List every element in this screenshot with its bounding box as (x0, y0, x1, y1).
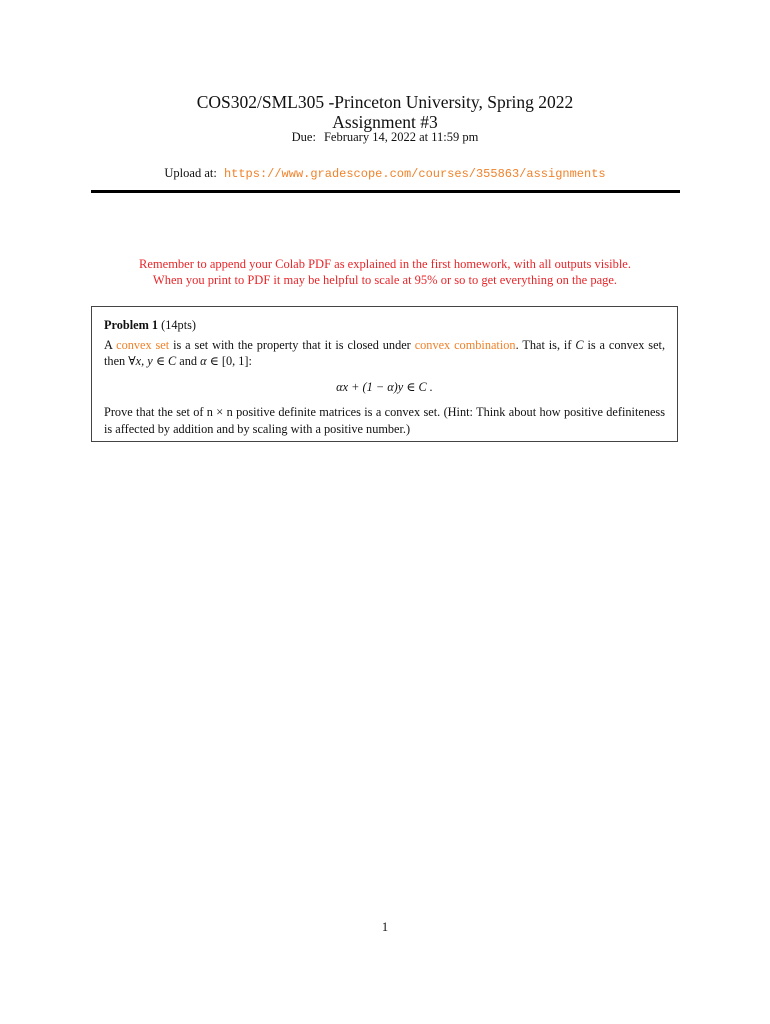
math-symbol: x, y (135, 354, 153, 368)
header-rule (91, 190, 680, 193)
convex-combination-link[interactable]: convex combination (414, 337, 516, 352)
definition-text: ∈ (152, 354, 169, 368)
convexity-equation: αx + (1 − α)y ∈ C . (336, 379, 433, 394)
upload-line (0, 166, 770, 181)
problem-box (91, 306, 678, 442)
definition-text: is a set with the property that it is closed under (169, 337, 415, 352)
math-symbol: α (200, 354, 207, 368)
problem-label: Problem 1 (104, 318, 159, 332)
definition-text: A (104, 337, 117, 352)
definition-text: is a convex set, then ∀ (104, 337, 666, 368)
upload-label: Upload at: (164, 166, 217, 180)
definition-text: ∈ [0, 1]: (206, 354, 252, 368)
problem-definition (104, 337, 665, 370)
problem-prompt: Prove that the set of n × n positive definite matrices is a convex set. (Hint: Think about how positive definiteness is affected by addition and by scaling with a positive number.) (104, 405, 665, 436)
problem-header (104, 317, 665, 334)
math-symbol: C (168, 354, 177, 368)
convex-set-link[interactable]: convex set (116, 337, 170, 352)
reminder-note (0, 256, 770, 288)
upload-url-link[interactable]: https://www.gradescope.com/courses/355863/assignments (223, 167, 606, 181)
page-number: 1 (381, 920, 389, 934)
math-symbol: C (575, 337, 584, 352)
definition-text: and (176, 354, 201, 368)
assignment-title: Assignment #3 (332, 112, 438, 132)
document-title (0, 92, 770, 132)
reminder-line-1: Remember to append your Colab PDF as explained in the first homework, with all outputs visible. (139, 257, 631, 271)
reminder-line-2: When you print to PDF it may be helpful to scale at 95% or so to get everything on the page. (152, 273, 618, 287)
course-title: COS302/SML305 -Princeton University, Spring 2022 (196, 92, 574, 112)
due-line (0, 130, 770, 145)
problem-points: (14pts) (161, 318, 196, 332)
definition-text: . That is, if (515, 337, 576, 352)
due-date: February 14, 2022 at 11:59 pm (323, 130, 479, 144)
due-label: Due: (291, 130, 316, 144)
